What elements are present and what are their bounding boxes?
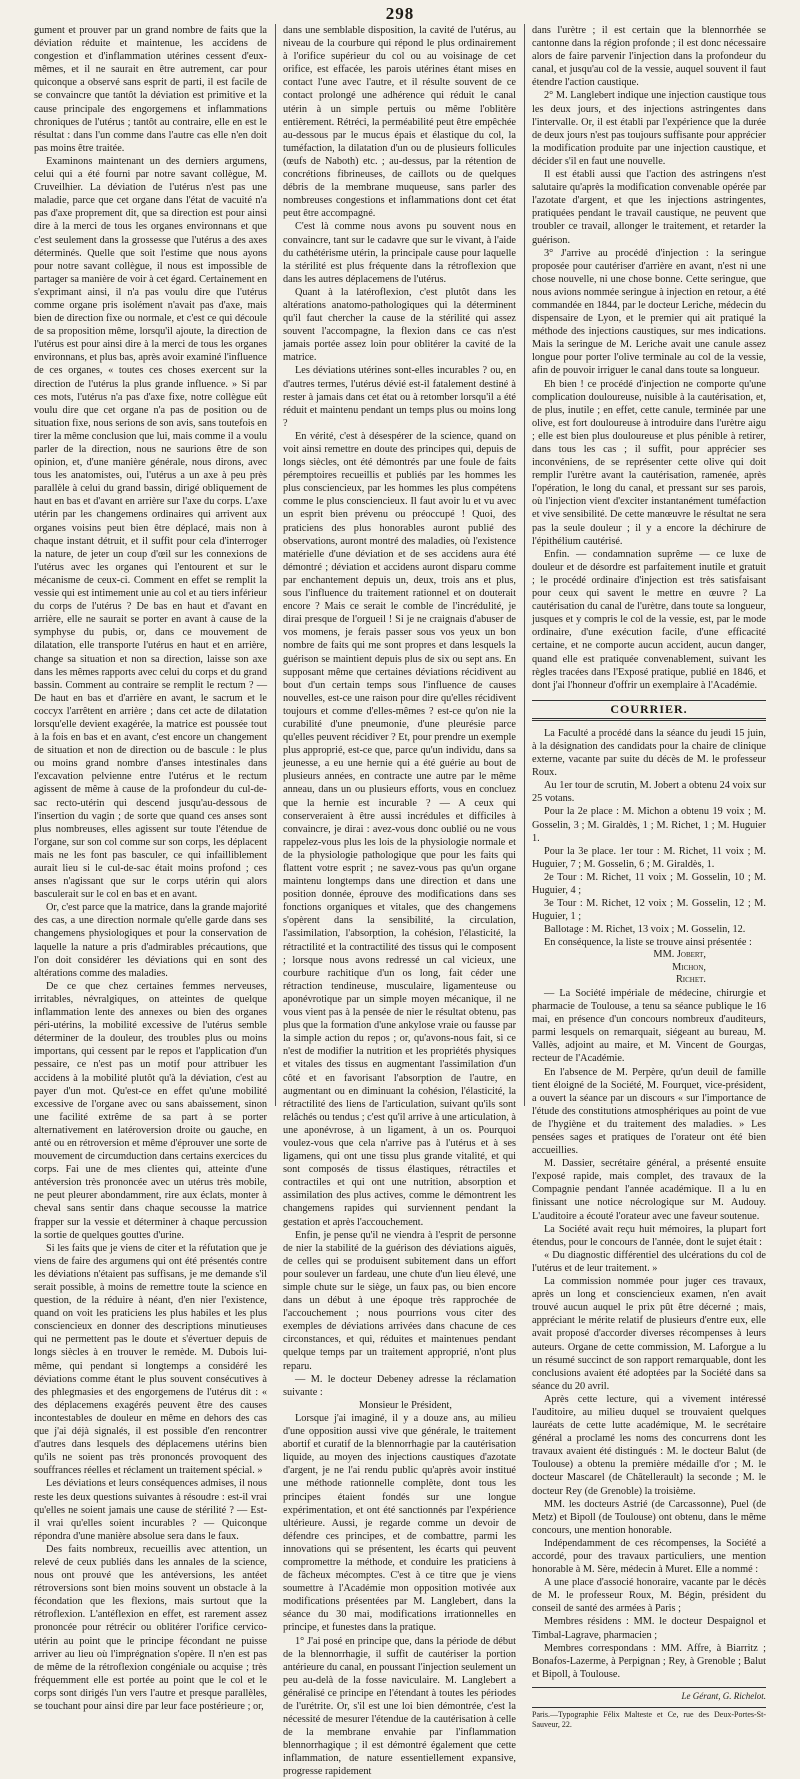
column-2 <box>283 24 516 1778</box>
paragraph: « Du diagnostic différentiel des ulcérations du col de l'utérus et de leur traitement. » <box>532 1249 766 1274</box>
paragraph: MM. les docteurs Astrié (de Carcassonne), Puel (de Metz) et Bipoll (de Toulouse) ont obtenu, dans le même concours, une mention honorable. <box>532 1498 766 1536</box>
paragraph: dans une semblable disposition, la cavité de l'utérus, au niveau de la courbure qui répond le plus ordinairement à l'orifice supérieur du col ou au voisinage de cet orifice, est effacée, les parois utérines étant mises en contact l'une avec l'autre, et il résulte souvent de ce contact prolongé une adhérence qui réduit le canal utérin à un simple pertuis ou même l'oblitère entièrement. Rétréci, la perméabilité peut être empêchée au-dessous par le mucus épais et élastique du col, la tuméfaction, la dilatation d'un ou de plusieurs follicules (œufs de Naboth) etc. ; au-dessus, par la rétention de concrétions fibrineuses, de caillots ou de quelques débris de la membrane muqueuse, sans parler des nombreuses congestions et inflammations dont cet état peut être accompagné. <box>283 25 516 220</box>
paragraph: Au 1er tour de scrutin, M. Jobert a obtenu 24 voix sur 25 votans. <box>532 780 766 805</box>
paragraph: M. Dassier, secrétaire général, a présenté ensuite l'exposé rapide, mais complet, des travaux de la Compagnie pendant l'année académique. Il a lu en finissant une notice nécrologique sur M. Audouy. L'auditoire a écouté l'orateur avec une faveur soutenue. <box>532 1158 766 1222</box>
paragraph: Monsieur le Président, <box>359 1399 452 1411</box>
paragraph: gument et prouver par un grand nombre de faits que la déviation réduite et maintenue, les accidens de congestion et d'inflammation utérines cessent d'eux-mêmes, et il ne saurait en être autrement, car pour quiconque a observé sans esprit de parti, il est facile de se convaincre que tantôt la déviation est primitive et la cause principale des engorgemens et inflammations chroniques de l'utérus ; tantôt au contraire, elle en est le résultat : dans l'un comme dans l'autre cas elle n'en doit pas moins être traitée. <box>34 25 267 154</box>
paragraph: 3e Tour : M. Richet, 12 voix ; M. Gosselin, 12 ; M. Huguier, 1 ; <box>532 898 766 923</box>
paragraph: Pour la 3e place. 1er tour : M. Richet, 11 voix ; M. Huguier, 7 ; M. Gosselin, 6 ; M. Giraldès, 1. <box>532 845 766 870</box>
paragraph: La Société avait reçu huit mémoires, la plupart fort étendus, pour le concours de l'année, dont le sujet était : <box>532 1223 766 1248</box>
paragraph: En l'absence de M. Perpère, qu'un deuil de famille tient éloigné de la Société, M. Fourquet, vice-président, a ouvert la séance par un discours « sur l'importance de l'étude des constitutions atmosphériques au point de vue de l'hygiène et du traitement des maladies. » Les pensées sages et pratiques de l'orateur ont été bien accueillies. <box>532 1066 766 1157</box>
candidate-name: MM. Jobert, <box>653 949 706 961</box>
paragraph: Les déviations et leurs conséquences admises, il nous reste les deux questions suivantes à résoudre : est-il vrai qu'elles ne soient jamais une cause de stérilité ? — Est-il vrai qu'elles soient incurables ? — Quiconque répondra d'une manière absolue sera dans le faux. <box>34 1478 267 1542</box>
paragraph: Quant à la latéroflexion, c'est plutôt dans les altérations anatomo-pathologiques qui la déterminent qu'il faut chercher la cause de la stérilité qui assez souvent l'accompagne, la flexion dans ce cas n'est jamais portée assez loin pour oblitérer la cavité de la matrice. <box>283 286 516 364</box>
paragraph: Après cette lecture, qui a vivement intéressé l'auditoire, au milieu duquel se trouvaient quelques lauréats de cette lutte académique, M. le secrétaire général a proclamé les noms des concurrens dont les travaux avaient été distingués : M. le docteur Balut (de Toulouse) a obtenu la première médaille d'or ; M. le docteur Mascarel (de Châtellerault) la seconde ; M. le docteur Rey (de Grenoble) la troisième. <box>532 1393 766 1497</box>
column-1 <box>34 24 267 1712</box>
paragraph: Si les faits que je viens de citer et la réfutation que je viens de faire des argumens qui ont été présentés contre les déviations n'étaient pas suffisans, je me demande s'il serait possible, à moins de remettre toute la science en question, de la réduire à néant, d'en nier l'existence, quand on voit les praticiens les plus habiles et les plus consciencieux en donner des descriptions minutieuses qui ne permettent pas le doute et s'évertuer depuis de longs siècles à en trouver le remède. M. Dubois lui-même, qui pendant si longtemps a considéré les déviations comme étant le plus souvent consécutives à des phlegmasies et des engorgemens de l'utérus dit : « des déplacemens exagérés peuvent être des causes incontestables de douleur en même en dehors des cas que j'ai déjà signalés, il est possible d'en rencontrer d'autres dans lesquels des déplacemens utérins bien qu'ils ne soient pas très prononcés provoquent des souffrances réelles et réclament un traitement spécial. » <box>34 1242 267 1477</box>
candidate-name: Michon, <box>672 961 706 973</box>
paragraph: Il est établi aussi que l'action des astringens n'est salutaire qu'après la modification convenable opérée par l'azotate d'argent, et que les injections astringentes, pratiquées pendant le travail caustique, ne peuvent que troubler ce travail, allonger le traitement, et retarder la guérison. <box>532 169 766 246</box>
paragraph: Les déviations utérines sont-elles incurables ? ou, en d'autres termes, l'utérus dévié est-il fatalement destiné à rester à jamais dans cet état ou à retomber lorsqu'il a été réduit et maintenu pendant un temps plus ou moins long ? <box>283 365 516 429</box>
courrier-heading: COURRIER. <box>532 700 766 721</box>
paragraph: 3° J'arrive au procédé d'injection : la seringue proposée pour cautériser d'arrière en avant, n'est ni une chose nouvelle, ni une chose bonne. Cette seringue, que nous avions nommée seringue à injection en retour, a été commandée en 1844, par le docteur Leriche, médecin du dispensaire de Lyon, et le premier qui ait pratiqué la méthode des injections caustiques, sur mes indications. Mais la seringue de M. Leriche avait une canule assez longue pour porter l'olive terminale au col de la vessie, afin de pouvoir irriguer le canal dans toute sa longueur. <box>532 247 766 377</box>
paragraph: De ce que chez certaines femmes nerveuses, irritables, névralgiques, on atteintes de quelque inflammation lente des annexes ou bien des organes péri-utérins, la mobilité excessive de l'utérus semble déterminer de la douleur, des troubles plus ou moins importans, qui cessent par le repos et l'application d'un pessaire, ce n'est pas un motif pour attribuer les accidens à la mobilité plutôt qu'à la déviation, c'est au payer d'un mot. Qu'est-ce en effet qu'une mobilité excessive de l'organe avec ou sans abaissement, sinon une facilité extrême de sa part à se porter alternativement en latéroversion droite ou gauche, en anté ou en rétroversion et même d'éprouver une sorte de mouvement de circumduction dans certains exercices du corps. Fai une de mes clientes qui, atteinte d'une antéversion très prononcée avec un utérus très mobile, ne peut pleurer abondamment, rire aux éclats, monter à cheval sans sentir dans chaque secousse la matrice frapper sur la vessie et déterminer à chaque percussion la sortie de quelques gouttes d'urine. <box>34 980 267 1241</box>
column-3 <box>532 24 766 1730</box>
paragraph: Lorsque j'ai imaginé, il y a douze ans, au milieu d'une opposition aussi vive que générale, le traitement abortif et curatif de la blennorrhagie par la cautérisation liquide, au moyen des injections caustiques d'azotate d'argent, je ne l'ai rendu public qu'après avoir institué une méthode rationnelle complète, dont tous les principes étaient fondés sur une longue expérimentation, et ont été sanctionnés par l'expérience ultérieure. Aussi, je regarde comme un devoir de défendre ces principes, et de combattre, parmi les innovations qui se présentent, les écarts qui peuvent compromettre la méthode, et conduire les praticiens à de fâcheux mécomptes. C'est à ce titre que je viens soumettre à l'Académie mon opposition motivée aux modifications présentées par M. Langlebert, dans la séance du 30 mai, modifications irrationnelles en principe, et funestes dans la pratique. <box>283 1412 516 1634</box>
candidate-list <box>532 949 766 987</box>
candidate-name: Richet. <box>675 974 706 986</box>
paragraph: — La Société impériale de médecine, chirurgie et pharmacie de Toulouse, a tenu sa séance publique le 16 mai, en présence d'un concours nombreux d'auditeurs, parmi lesquels on remarquait, siégeant au bureau, M. Vallès, adjoint au maire, et M. Vincent de Gourgas, recteur de l'Académie. <box>532 987 766 1065</box>
paragraph: En conséquence, la liste se trouve ainsi présentée : <box>544 937 752 949</box>
paragraph: Enfin, je pense qu'il ne viendra à l'esprit de personne de nier la stabilité de la guérison des déviations aiguës, de celles qui se produisent subitement dans un effort pour soulever un fardeau, une chute d'un lieu élevé, une simple chute sur le siège, un faux pas, ou bien encore dans un début à une époque très rapprochée de l'accouchement ; nous pourrions vous citer des exemples de déviations arrivées dans chacune de ces circonstances, et qui, réduites et maintenues pendant quelque temps par un traitement approprié, n'ont plus reparu. <box>283 1229 516 1372</box>
paragraph: C'est là comme nous avons pu souvent nous en convaincre, tant sur le cadavre que sur le vivant, à l'aide du cathétérisme utérin, la principale cause pour laquelle la stérilité est plus fréquente dans la rétroflexion que dans les autres déplacemens de l'utérus. <box>283 221 516 285</box>
paragraph: 2° M. Langlebert indique une injection caustique tous les deux jours, et des injections astringentes dans l'intervalle. Or, il est établi par l'expérience que la durée de deux jours n'est pas toujours suffisante pour apprécier la modification produite par une injection caustique, et décider s'il en faut une nouvelle. <box>532 90 766 167</box>
paragraph: Or, c'est parce que la matrice, dans la grande majorité des cas, a une direction normale qu'elle garde dans ses changemens physiologiques et pour la conservation de laquelle la nature a pris d'admirables précautions, que l'on doit considérer les déviations qui en sont des altérations comme des maladies. <box>34 902 267 979</box>
paragraph: dans l'urètre ; il est certain que la blennorrhée se cantonne dans la région profonde ; il est donc nécessaire alors de faire parvenir l'injection dans la profondeur du canal, et jusqu'au col de la vessie, auquel souvent il faut étendre l'action caustique. <box>532 25 766 89</box>
page-number: 298 <box>385 4 415 23</box>
paragraph: Membres correspondans : MM. Affre, à Biarritz ; Bonafos-Lazerme, à Perpignan ; Rey, à Grenoble ; Balut et Bipoll, à Toulouse. <box>532 1642 766 1680</box>
paragraph: A une place d'associé honoraire, vacante par le décès de M. le professeur Roux, M. Bégin, président du conseil de santé des armées à Paris ; <box>532 1577 766 1615</box>
paragraph: — M. le docteur Debeney adresse la réclamation suivante : <box>283 1373 516 1398</box>
paragraph: Indépendamment de ces récompenses, la Société a accordé, pour des travaux particuliers, une mention honorable à M. Sère, médecin à Muret. Elle a nommé : <box>532 1537 766 1576</box>
column-divider <box>524 24 525 1106</box>
paragraph: En vérité, c'est à désespérer de la science, quand on voit ainsi remettre en doute des principes qui, depuis de longs siècles, ont été démontrés par une foule de faits péremptoires recueillis et publiés par les hommes les plus consciencieux, par les hommes les plus compétens comme le plus consciencieux. Il faut avoir lu et vu avec un esprit bien prévenu ou préoccupé ! Quoi, des praticiens des plus honorables auront publié des observations, auront montré des maladies, où l'existence matérielle d'une déviation et de ses accidens aura été démontré ; déviation et accidens auront disparu comme par enchantement depuis un, deux, trois ans et plus, sous l'influence du traitement rationnel et on douterait encore ? Mais ce serait le comble de l'incrédulité, je dirai presque de l'orgueil ! Si je ne craignais d'abuser de vos momens, je ferais passer sous vos yeux un bon nombre de faits qui me sont propres et dans lesquels la guérison se maintient depuis plus de six ou sept ans. En supposant même que certaines déviations récidivent au bout d'un certain temps sous l'influence de causes nouvelles, est-ce une raison pour dire qu'elles récidivent toujours et comme d'elles-mêmes ? est-ce qu'on nie la curabilité d'une pneumonie, d'une pleurésie parce qu'elles peuvent récidiver ? Et, pour prendre un exemple plus approprié, est-ce que, parce qu'un individu, dans sa jeunesse, a eu une hernie qui a été guérie au bout de plusieurs années, en contracte une autre par le même anneau, dans un ou plusieurs efforts, vous en concluez que la hernie est incurable ? — A ceux qui conserveraient à être aussi incrédules et difficiles à convaincre, je dirai : avez-vous donc oublié ou ne vous rappelez-vous plus les lois de la physiologie normale et de la physiologie pathologique que pour les faits qui flattent votre esprit ; ne savez-vous pas qu'un organe maintenu longtemps dans une direction et dans une position donnée, éprouve des modifications dans ses fonctions organiques et vitales, que des changemens s'opèrent dans la sensibilité, la circulation, l'assimilation, l'absorption, la cohésion, l'élasticité, la rétractilité et la contractilité des tissus qui le composent ; lorsque nous avons redressé un cal vicieux, une courbure rachitique d'un os long, fait céder une rétraction tendineuse, musculaire, ligamenteuse ou aponévrotique par un simple moyen mécanique, il ne vous vient pas à la pensée de nier le résultat obtenu, pas plus que la formation d'une ankylose vraie ou fausse par la simple action du repos ; or, qu'avons-nous fait, si ce n'est de modifier la nutrition et les propriétés physiques et vitales des tissus en augmentant l'assimilation d'un côté et en favorisant l'absorption de l'autre, en augmentant ou en diminuant la cohésion, l'élasticité, la rétractilité des liens de l'articulation, suivant qu'ils sont relâchés ou tendus ; c'est qu'il arrive à une articulation, à une aponévrose, à un ligament, à un os. Pourquoi voulez-vous que cela n'arrive pas à l'utérus et à ses ligamens, qui ont une tissu plus grande vitalité, et qui sont composés de tissus élastiques, rétractiles et contractiles et qui ont une nutrition, absorption et assimilation des plus actives, comme le démontrent les changemens rapides qui surviennent pendant la gestation et après l'accouchement. <box>283 430 516 1228</box>
paragraph: Enfin. — condamnation suprême — ce luxe de douleur et de désordre est parfaitement inutile et gratuit ; le procédé ordinaire d'injection est très satisfaisant pour ceux qui savent le mettre en œuvre ? La cautérisation du canal de l'urètre, dans toute sa longueur, jusques et y compris le col de la vessie, est, par le mode ordinaire, d'une exécution facile, d'une efficacité certaine, et ne comporte aucun accident, aucun danger, quand elle est pratiquée convenablement, suivant les règles tracées dans l'Exposé pratique, publié en 1846, et dont j'ai l'honneur d'offrir un exemplaire à l'Académie. <box>532 548 766 691</box>
paragraph: Des faits nombreux, recueillis avec attention, un relevé de ceux publiés dans les annales de la science, nous ont prouvé que les antéversions, les antéet rétroversions sont bien moins souvent un obstacle à la fécondation que les flexions, mais surtout que la rétroflexion. L'antéflexion en effet, est rarement assez prononcée pour rétrécir ou oblitérer l'orifice cervico-utérin au point que le principe fécondant ne puisse arriver au lieu où l'imprégnation s'opère. Il n'en est pas de même de la rétroflexion congéniale ou acquise ; très fréquemment elle est portée au point que le col et le corps sont dirigés l'un vers l'autre et presque parallèles, se touchant pour ainsi dire par leur face postérieure ; or, <box>34 1543 267 1712</box>
paragraph: La Faculté a procédé dans la séance du jeudi 15 juin, à la désignation des candidats pour la chaire de clinique externe, vacante par suite du décès de M. le professeur Roux. <box>532 727 766 779</box>
printer-imprint: Paris.—Typographie Félix Malteste et Ce, rue des Deux-Portes-St-Sauveur, 22. <box>532 1707 766 1730</box>
paragraph: 1° J'ai posé en principe que, dans la période de début de la blennorrhagie, il suffit de cautériser la portion antérieure du canal, en poussant l'injection seulement un peu au-delà de la fosse naviculaire. M. Langlebert a généralisé ce principe en l'étendant à toutes les périodes de l'urétrite. Or, s'il est une loi bien démontrée, c'est la nécessité de mesurer l'étendue de la cautérisation à celle de la membrane envahie par l'inflammation blennorrhagique ; il est démontré également que cette inflammation, de nature essentiellement expansive, progresse rapidement <box>283 1635 516 1778</box>
paragraph: 2e Tour : M. Richet, 11 voix ; M. Gosselin, 10 ; M. Huguier, 4 ; <box>532 871 766 896</box>
gerant-signature: Le Gérant, G. Richelot. <box>532 1687 766 1703</box>
column-divider <box>275 24 276 1106</box>
paragraph: Membres résidens : MM. le docteur Despaignol et Timbal-Lagrave, pharmacien ; <box>532 1616 766 1641</box>
paragraph: Eh bien ! ce procédé d'injection ne comporte qu'une complication douloureuse, nuisible à la cautérisation, et, de plus, inutile ; en effet, cette canule, terminée par une olive, est fort douloureuse à introduire dans l'urètre aigu ; elle est bien plus douloureuse et plus pénible à retirer, dans tous les cas ; il suffit, pour apprécier ses inconvéniens, de se représenter cette olive qui doit remplir l'urètre avant la cautérisation, ramenée, après l'opération, le long du canal, et pressant sur ses parois, où l'injection vient d'exciter instantanément tuméfaction et vive sensibilité. De cette manœuvre le résultat ne sera pas la seule douleur ; il y a encore la déchirure de l'épithélium cautérisé. <box>532 378 766 547</box>
paragraph: Ballotage : M. Richet, 13 voix ; M. Gosselin, 12. <box>544 924 746 936</box>
paragraph: Examinons maintenant un des derniers argumens, celui qui a été fourni par notre savant collègue, M. Cruveilhier. La déviation de l'utérus n'est pas une maladie, parce que cet organe dans l'état de vacuité n'a pas d'axe proprement dit, que sa direction est pour ainsi dire à la merci de tous les organes environnans et que c'est seulement dans la grossesse que l'utérus a des axes déterminés. Quelle que soit l'estime que nous ayons pour notre savant collègue, il nous est impossible de partager sa manière de voir à cet égard. Certainement en s'exprimant ainsi, il n'a pas voulu dire que l'utérus comme organe pris isolément n'avait pas d'axe, mais bien de direction fixe ou normale, et c'est ce qui découle de sa proposition même, lorsqu'il ajoute, la direction de l'utérus est pour ainsi dire à la merci de tous les organes environnans, et plus bas, après avoir examiné l'influence de ces organes, « toutes ces choses exercent sur la direction de l'utérus la plus grande influence. » Si par ces mots, l'utérus n'a pas d'axe fixe, notre collègue eût voulu dire que cet organe n'a pas de position ou de situation fixe, nous serions de son avis, sans toutefois en tirer la même conclusion que lui, mais comme il a voulu parler de la direction, nous ne saurions être de son opinion, et, d'une manière générale, nous dirons, avec tous les anatomistes, oui, l'utérus a un axe à peu près parallèle à celui du grand bassin, dirigé obliquement de haut en bas et d'avant en arrière sur l'axe du corps. L'axe utérin par les changemens ordinaires qui arrivent aux organes voisins peut bien être déplacé, mais non à chaque instant détruit, et il suffit pour cela d'interroger la nature, de jeter un coup d'œil sur les connexions de l'utérus avec les organes qui l'entourent et sur le mécanisme de ceux-ci. Comment en effet se remplit la vessie qui est intimement unie au col et au tiers inférieur du corps de l'utérus ? De bas en haut et d'avant en arrière, elle ne saurait se porter en avant à cause de la symphyse du pubis, or, dans ce mouvement de dilatation, elle transporte l'utérus en haut et en arrière, change sa situation et non sa direction, laisse son axe dans les mêmes rapports avec celui du corps et du grand bassin. Comment au contraire se remplit le rectum ? — De haut en bas et d'arrière en avant, le sacrum et le coccyx l'arrêtent en arrière ; dans cet acte de dilatation lorsqu'elle devient exagérée, la matrice est poussée tout à la fois en bas et en avant, c'est encore un changement de situation et non de direction ou de bascule : le plus ou moins grand nombre d'anses intestinales dans l'excavation pelvienne entre l'utérus et le rectum agissent de même à cause de la profondeur du cul-de-sac recto-utérin qui descend jusqu'au-dessous de l'insertion du vagin ; de sorte que quand ces anses sont plus nombreuses, elles agissent sur toute l'étendue de l'organe, sur son col comme sur son corps, les déplacent mais ne les font pas basculer, ce qui infailliblement aurait lieu si le cul-de-sac était moins profond ; ces anses n'agissant que sur le corps utérin qui alors basculerait sur le col en bas et en avant. <box>34 155 267 901</box>
paragraph: Pour la 2e place : M. Michon a obtenu 19 voix ; M. Gosselin, 3 ; M. Giraldès, 1 ; M. Richet, 1 ; M. Huguier 1. <box>532 806 766 844</box>
paragraph: La commission nommée pour juger ces travaux, après un long et consciencieux examen, n'en avait trouvé aucun auquel le prix pût être décerné ; mais, appréciant le mérite relatif de plusieurs d'entre eux, elle avait proposé d'accorder diverses récompenses à leurs auteurs. Organe de cette commission, M. Laforgue a lu un résumé succinct de son rapport remarquable, dont les conclusions avaient été adoptées par la Société dans sa séance du 20 avril. <box>532 1276 766 1392</box>
